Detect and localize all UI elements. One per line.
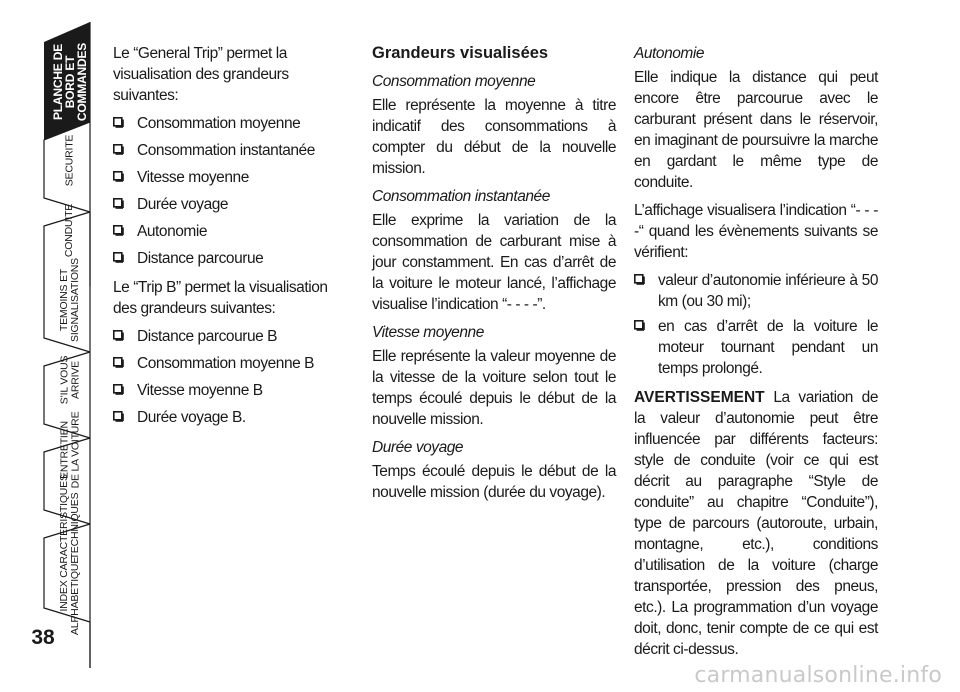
chapter-tab-strip xyxy=(0,0,100,692)
warning-text: La variation de la valeur d’autonomie peut être influencée par différents facteurs: style de conduite (voir ce qui est décrit au paragraphe “Style de conduite” au chapitre “Conduite”), type de parcours (autoroute, urbain, montagne, etc.), conditions d’utilisation de la voiture (charge transportée, pression des pneus, etc.). La programmation d’un voyage doit, donc, tenir compte de ce qui est décrit ci-dessus. xyxy=(634,389,878,658)
column-1 xyxy=(113,43,353,436)
checkbox-bullet-icon xyxy=(634,274,645,285)
checkbox-bullet-icon xyxy=(113,198,124,209)
tab-label: PLANCHE DE BORD ET COMMANDES xyxy=(51,42,90,122)
watermark: carmanualsonline.info xyxy=(694,663,942,688)
list-item: Durée voyage B. xyxy=(113,407,353,428)
tab-conduite[interactable] xyxy=(40,198,100,262)
tab-label: CARACTERISTIQUES TECHNIQUES xyxy=(58,474,82,578)
tab-label: CONDUITE xyxy=(63,203,76,257)
paragraph: Elle indique la distance qui peut encore être parcourue avec le carburant présent dans le réservoir, en imaginant de poursuivre la marche en gardant le même type de conduite. xyxy=(634,69,878,191)
paragraph: Temps écoulé depuis le début de la nouvelle mission (durée du voyage). xyxy=(372,463,616,501)
checkbox-bullet-icon xyxy=(634,320,645,331)
list-item: Vitesse moyenne B xyxy=(113,380,353,401)
autonomie-conditions-list xyxy=(634,270,878,379)
list-item: Autonomie xyxy=(113,221,353,242)
checkbox-bullet-icon xyxy=(113,225,124,236)
checkbox-bullet-icon xyxy=(113,357,124,368)
paragraph: Elle exprime la variation de la consommation de carburant mise à jour constamment. En cas d’arrêt de la voiture le moteur lancé, l’affichage visualise l’indication “- - - -”. xyxy=(372,212,616,313)
paragraph: L’affichage visualisera l’indication “- - - -“ quand les évènements suivants se vérifient: xyxy=(634,202,878,261)
general-trip-list xyxy=(113,113,353,269)
subheading-autonomie: Autonomie xyxy=(634,45,705,62)
tab-label: TEMOINS ET SIGNALISATIONS xyxy=(58,258,82,342)
tab-sil-vous-arrive[interactable] xyxy=(40,344,100,416)
trip-b-intro: Le “Trip B” permet la visualisation des grandeurs suivantes: xyxy=(113,279,328,317)
trip-b-list xyxy=(113,326,353,428)
list-item: Durée voyage xyxy=(113,194,353,215)
list-item: Distance parcourue B xyxy=(113,326,353,347)
tab-label: INDEX ALPHABETIQUE xyxy=(58,556,81,636)
list-item: Consommation moyenne B xyxy=(113,353,353,374)
list-item: Consommation moyenne xyxy=(113,113,353,134)
tab-securite[interactable] xyxy=(40,128,100,192)
checkbox-bullet-icon xyxy=(113,117,124,128)
list-item: en cas d’arrêt de la voiture le moteur tournant pendant un temps prolongé. xyxy=(634,316,878,379)
tab-label: ENTRETIEN DE LA VOITURE xyxy=(58,411,82,489)
checkbox-bullet-icon xyxy=(113,384,124,395)
subheading-vitesse-moyenne: Vitesse moyenne xyxy=(372,324,484,341)
subheading-consommation-moyenne: Consommation moyenne xyxy=(372,73,536,90)
list-item: Vitesse moyenne xyxy=(113,167,353,188)
checkbox-bullet-icon xyxy=(113,330,124,341)
warning-label: AVERTISSEMENT xyxy=(634,389,765,406)
subheading-duree-voyage: Durée voyage xyxy=(372,439,464,456)
list-item: valeur d’autonomie inférieure à 50 km (ou 30 mi); xyxy=(634,270,878,312)
tab-planche-de-bord[interactable] xyxy=(40,32,100,132)
checkbox-bullet-icon xyxy=(113,252,124,263)
page-number: 38 xyxy=(31,626,55,649)
column-3 xyxy=(634,43,878,660)
warning-paragraph xyxy=(634,387,878,660)
tab-label: S’IL VOUS ARRIVE xyxy=(57,355,81,405)
list-item: Distance parcourue xyxy=(113,248,353,269)
tab-label: SECURITE xyxy=(63,134,76,186)
paragraph: Elle représente la valeur moyenne de la vitesse de la voiture selon tout le temps écoulé depuis le début de la nouvelle mission. xyxy=(372,348,616,428)
general-trip-intro: Le “General Trip” permet la visualisation des grandeurs suivantes: xyxy=(113,45,289,104)
tab-index[interactable] xyxy=(40,556,100,636)
subheading-consommation-instantanee: Consommation instantanée xyxy=(372,188,550,205)
checkbox-bullet-icon xyxy=(113,171,124,182)
column-2 xyxy=(372,43,616,503)
section-heading: Grandeurs visualisées xyxy=(372,44,549,62)
checkbox-bullet-icon xyxy=(113,411,124,422)
tab-caracteristiques[interactable] xyxy=(40,474,100,578)
list-item: Consommation instantanée xyxy=(113,140,353,161)
tab-temoins[interactable] xyxy=(40,258,100,342)
paragraph: Elle représente la moyenne à titre indicatif des consommations à compter du début de la nouvelle mission. xyxy=(372,97,616,177)
checkbox-bullet-icon xyxy=(113,144,124,155)
